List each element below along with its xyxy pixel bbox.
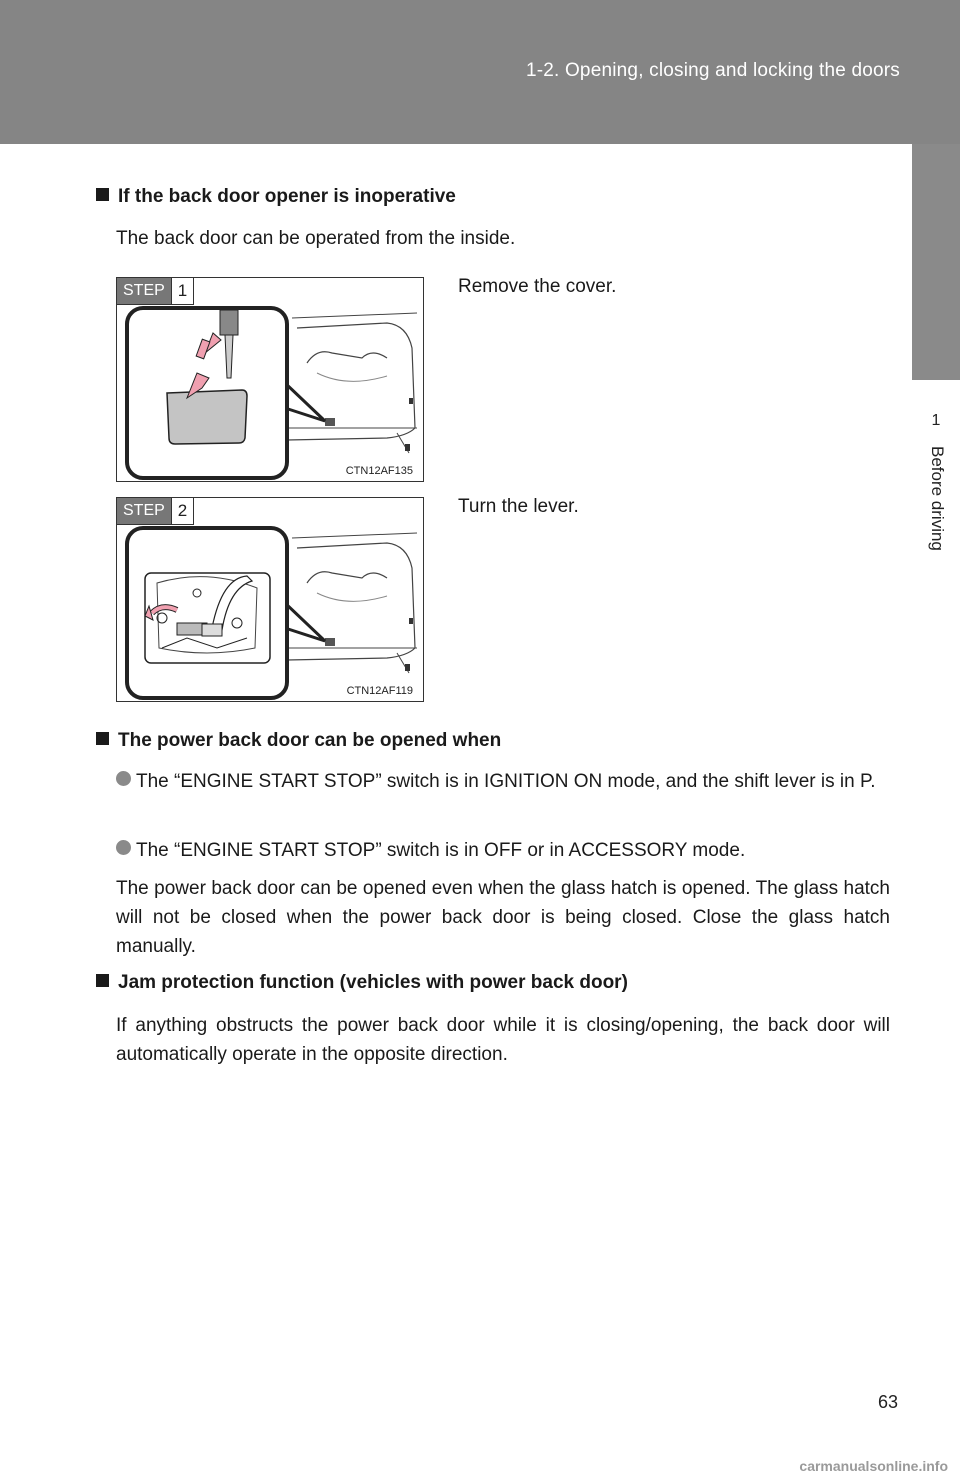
chapter-tab — [912, 144, 960, 380]
step-label: STEP — [117, 278, 171, 304]
watermark: carmanualsonline.info — [799, 1458, 948, 1474]
circle-bullet-icon — [116, 840, 131, 855]
figure-code: CTN12AF119 — [346, 685, 413, 697]
step-number: 2 — [171, 498, 193, 524]
list-item-text: The “ENGINE START STOP” switch is in IGNITION ON mode, and the shift lever is in P. — [136, 771, 876, 792]
section-heading — [96, 972, 628, 994]
section-heading-text: If the back door opener is inoperative — [118, 186, 456, 207]
step-number: 1 — [171, 278, 193, 304]
figure-step-1 — [116, 277, 424, 482]
chapter-tab-label-wrap — [913, 446, 953, 586]
step-label: STEP — [117, 498, 171, 524]
step-1-text: Remove the cover. — [458, 276, 617, 297]
chapter-tab-number: 1 — [931, 412, 941, 429]
list-item — [116, 767, 890, 796]
turn-lever-illustration — [117, 498, 424, 702]
circle-bullet-icon — [116, 771, 131, 786]
list-item — [116, 836, 890, 865]
section-text: If anything obstructs the power back door while it is closing/opening, the back door will automatically operate in the opposite direction. — [116, 1015, 890, 1065]
step-badge — [117, 498, 194, 525]
chapter-title: 1-2. Opening, closing and locking the doors — [525, 60, 900, 81]
square-bullet-icon — [96, 732, 109, 745]
section-heading-text: Jam protection function (vehicles with power back door) — [118, 972, 628, 993]
section-heading-text: The power back door can be opened when — [118, 730, 502, 751]
figure-step-2 — [116, 497, 424, 702]
section-intro: The back door can be operated from the inside. — [116, 228, 516, 249]
section-heading — [96, 730, 501, 752]
step-badge — [117, 278, 194, 305]
chapter-tab-label: Before driving — [928, 446, 947, 551]
section-note: The power back door can be opened even when the glass hatch is opened. The glass hatch will not be closed when the power back door is being closed. Close the glass hatch manually. — [116, 878, 890, 957]
figure-code: CTN12AF135 — [345, 465, 413, 477]
square-bullet-icon — [96, 188, 109, 201]
step-2-text: Turn the lever. — [458, 496, 579, 517]
page-number: 63 — [877, 1392, 898, 1412]
list-item-text: The “ENGINE START STOP” switch is in OFF or in ACCESSORY mode. — [136, 840, 746, 861]
section-heading — [96, 186, 456, 208]
remove-cover-illustration — [117, 278, 424, 482]
page-header — [0, 0, 960, 144]
square-bullet-icon — [96, 974, 109, 987]
